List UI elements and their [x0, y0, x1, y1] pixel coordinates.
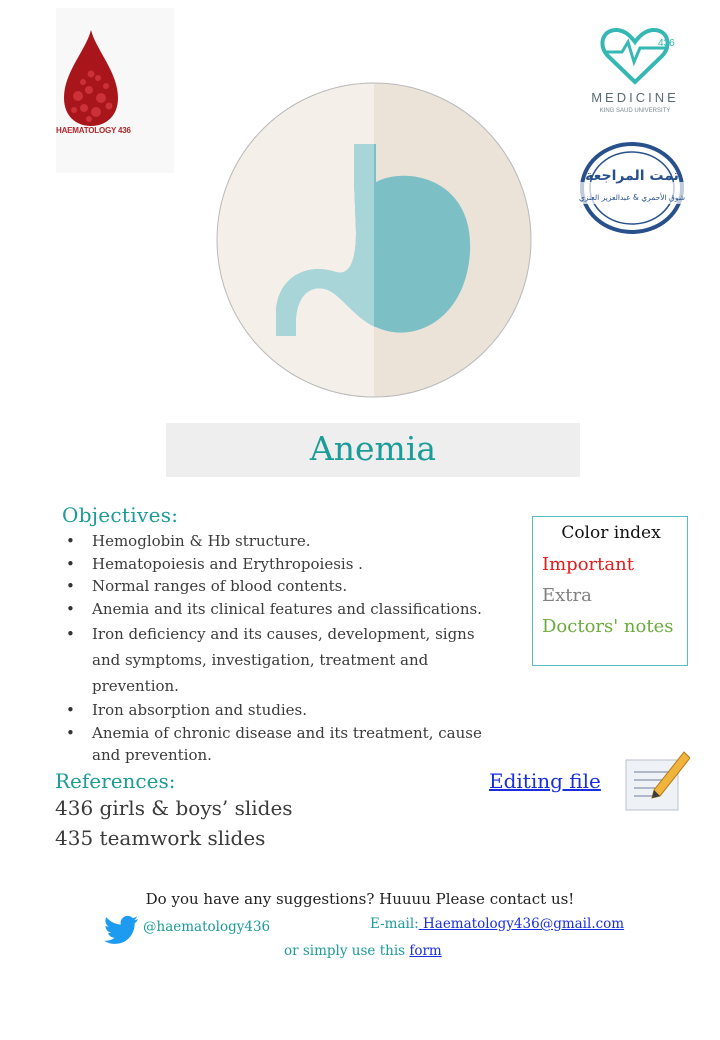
- color-index-box: [532, 516, 688, 666]
- objective-item: • Hemoglobin & Hb structure.: [66, 530, 506, 553]
- medicine-word: MEDICINE: [591, 90, 679, 105]
- note-pencil-icon[interactable]: [624, 746, 690, 812]
- stomach-icon: [216, 82, 532, 398]
- color-index-important: Important: [542, 554, 634, 575]
- objective-item: • Iron absorption and studies.: [66, 699, 506, 722]
- heart-pulse-icon: [578, 22, 692, 88]
- stamp-title: تمت المراجعة: [585, 168, 679, 184]
- editing-file-link[interactable]: Editing file: [489, 769, 601, 793]
- color-index-title: Color index: [561, 523, 661, 543]
- references-heading: References:: [55, 769, 176, 793]
- objective-item: • Anemia and its clinical features and classifications.: [66, 598, 506, 621]
- objectives-heading: Objectives:: [62, 503, 179, 527]
- contact-question: Do you have any suggestions? Huuuu Please contact us!: [145, 890, 575, 908]
- color-index-extra: Extra: [542, 585, 592, 606]
- objective-item: • Iron deficiency and its causes, development, signs and symptoms, investigation, treatment and prevention.: [66, 621, 506, 699]
- email-label: E-mail:: [370, 916, 419, 932]
- objective-item: • Anemia of chronic disease and its treatment, cause and prevention.: [66, 722, 506, 767]
- review-stamp: [578, 140, 686, 236]
- medicine-logo: [578, 22, 692, 122]
- title-banner: [166, 423, 580, 477]
- form-line: [284, 943, 442, 959]
- university-name: KING SAUD UNIVERSITY: [599, 108, 671, 114]
- objective-item: • Normal ranges of blood contents.: [66, 575, 506, 598]
- color-index-doctors-notes: Doctors' notes: [542, 616, 674, 637]
- form-prefix: or simply use this: [284, 943, 410, 959]
- logo-number: 436: [658, 38, 675, 49]
- haematology-logo-text: HAEMATOLOGY 436: [56, 126, 131, 135]
- twitter-handle[interactable]: @haematology436: [143, 919, 271, 935]
- email-link[interactable]: Haematology436@gmail.com: [418, 916, 625, 932]
- form-link[interactable]: form: [409, 943, 442, 959]
- page-title: Anemia: [309, 429, 437, 468]
- objective-item: • Hematopoiesis and Erythropoiesis .: [66, 553, 506, 576]
- email-line: [370, 916, 624, 932]
- twitter-icon[interactable]: [104, 915, 138, 945]
- haematology-logo: [56, 8, 174, 173]
- reference-item: 436 girls & boys’ slides: [55, 796, 293, 820]
- reference-item: 435 teamwork slides: [55, 826, 266, 850]
- stamp-names: شوق الأحمري & عبدالعزيز العنزي: [579, 193, 685, 202]
- objectives-list: [66, 530, 506, 767]
